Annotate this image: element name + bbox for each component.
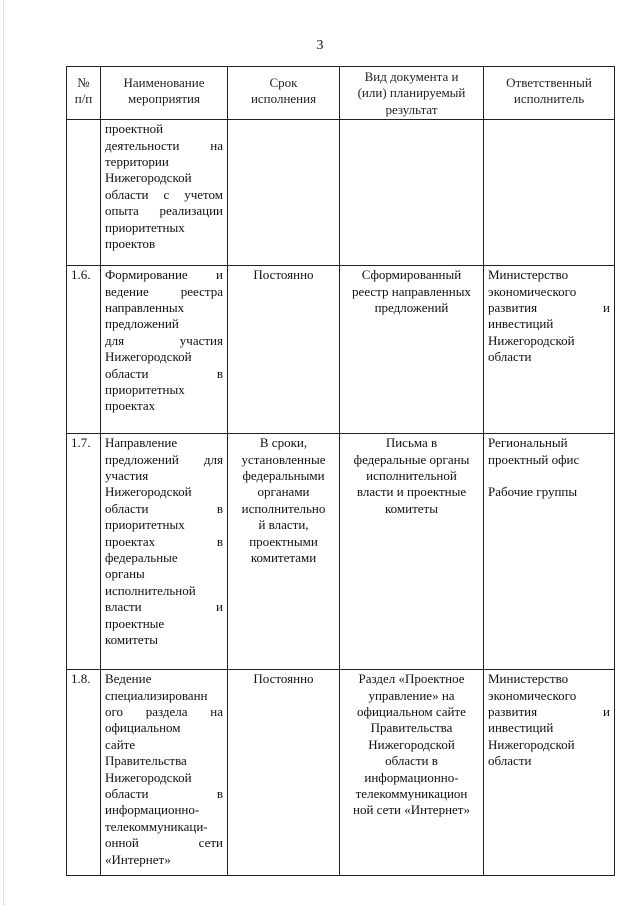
cell-line: Рабочие группы	[488, 484, 578, 500]
row-num: 1.8.	[67, 670, 101, 876]
cell-line: комитетами	[250, 550, 317, 566]
row-name	[101, 434, 228, 670]
cell-line: Наименование	[123, 75, 205, 90]
cell-line: ной сети «Интернет»	[353, 802, 470, 818]
header-result	[340, 67, 484, 120]
cell-line: «Интернет»	[105, 851, 171, 867]
cell-line: для участия	[105, 332, 223, 348]
cell-line: Министерство	[488, 671, 569, 687]
table-row	[67, 434, 615, 670]
cell-line: реестр направленных	[352, 283, 471, 299]
cell-line: сайте	[105, 736, 136, 752]
cell-line: приоритетных	[105, 517, 185, 533]
header-num	[67, 67, 101, 120]
cell-line: экономического	[488, 283, 577, 299]
row-responsible	[484, 266, 615, 434]
cell-line: Формирование и	[105, 267, 223, 283]
table-row	[67, 120, 615, 266]
cell-line: ведение реестра	[105, 283, 223, 299]
cell-line: области в	[105, 500, 223, 516]
cell-line: Нижегородской	[488, 736, 575, 752]
cell-line: деятельности на	[105, 137, 223, 153]
row-term	[228, 670, 340, 876]
cell-line: области	[488, 753, 532, 769]
cell-line: проектными	[249, 533, 318, 549]
cell-line: официальном	[105, 720, 181, 736]
row-result	[340, 120, 484, 266]
cell-line: экономического	[488, 687, 577, 703]
cell-line: результат	[385, 101, 438, 117]
cell-line: Региональный	[488, 435, 568, 451]
row-num: 1.6.	[67, 266, 101, 434]
header-responsible	[484, 67, 615, 120]
cell-line: п/п	[74, 91, 93, 107]
cell-line: предложений для	[105, 451, 223, 467]
cell-line: проектах	[105, 398, 156, 414]
cell-line: телекоммуникаци-	[105, 818, 208, 834]
cell-line: официальном сайте	[357, 704, 466, 720]
row-num: 1.7.	[67, 434, 101, 670]
cell-line: Нижегородской	[105, 170, 192, 186]
cell-line: Правительства	[370, 720, 453, 736]
cell-line: развития и	[488, 300, 610, 316]
cell-line: области	[488, 349, 532, 365]
scan-edge-dots	[3, 0, 4, 905]
cell-line: Вид документа и	[364, 69, 459, 84]
row-term	[228, 120, 340, 266]
cell-line: онной сети	[105, 835, 223, 851]
cell-line: направленных	[105, 300, 185, 316]
cell-line: развития и	[488, 704, 610, 720]
cell-line: Направление	[105, 435, 178, 451]
row-result	[340, 670, 484, 876]
cell-line: области в	[105, 365, 223, 381]
cell-line: Сформированный	[361, 267, 462, 283]
cell-line: Нижегородской	[368, 736, 455, 752]
cell-line: власти и проектные	[356, 484, 467, 500]
cell-line: ого раздела на	[105, 704, 223, 720]
cell-line: (или) планируемый	[357, 85, 466, 101]
cell-line: исполнительной	[105, 582, 196, 598]
cell-line: исполнения	[250, 91, 317, 107]
cell-line: предложений	[374, 300, 449, 316]
row-name	[101, 120, 228, 266]
cell-line: Постоянно	[253, 267, 314, 283]
cell-line	[488, 468, 610, 484]
cell-line: Постоянно	[253, 671, 314, 687]
cell-line: области в	[105, 786, 223, 802]
cell-line: инвестиций	[488, 316, 554, 332]
table-header-row	[67, 67, 615, 120]
page-number: 3	[316, 38, 324, 53]
cell-line: предложений	[105, 316, 179, 332]
row-name	[101, 670, 228, 876]
cell-line: Нижегородской	[105, 349, 192, 365]
cell-line: мероприятия	[127, 91, 200, 107]
cell-line: Нижегородской	[105, 484, 192, 500]
cell-line: исполнительной	[366, 468, 457, 484]
row-responsible	[484, 120, 615, 266]
row-term	[228, 266, 340, 434]
cell-line: проектах в	[105, 533, 223, 549]
cell-line: опыта реализации	[105, 203, 223, 219]
cell-line: Нижегородской	[105, 769, 192, 785]
table-row	[67, 670, 615, 876]
header-term	[228, 67, 340, 120]
cell-line: информационно-	[364, 769, 459, 785]
cell-line: №	[77, 75, 90, 90]
cell-line: проектный офис	[488, 451, 580, 467]
cell-line: информационно-	[105, 802, 200, 818]
table-row	[67, 266, 615, 434]
cell-line: проектов	[105, 236, 156, 252]
cell-line: установленные	[241, 451, 326, 467]
cell-line: инвестиций	[488, 720, 554, 736]
cell-line: специализированн	[105, 687, 208, 703]
cell-line: управление» на	[368, 687, 455, 703]
cell-line: Правительства	[105, 753, 187, 769]
cell-line: Срок	[269, 75, 298, 90]
cell-line: исполнитель	[513, 91, 585, 107]
cell-line: органами	[257, 484, 310, 500]
cell-line: Министерство	[488, 267, 569, 283]
row-result	[340, 266, 484, 434]
cell-line: Раздел «Проектное	[358, 671, 465, 687]
cell-line: исполнительно	[241, 500, 326, 516]
cell-line: власти и	[105, 599, 223, 615]
cell-line: комитеты	[385, 500, 438, 516]
cell-line: федеральные органы	[353, 451, 470, 467]
row-responsible	[484, 434, 615, 670]
cell-line: Ответственный	[506, 75, 592, 90]
cell-line: области в	[385, 753, 438, 769]
row-name	[101, 266, 228, 434]
cell-line: области с учетом	[105, 186, 223, 202]
cell-line: В сроки,	[259, 435, 308, 451]
events-table	[66, 66, 615, 876]
cell-line: органы	[105, 566, 145, 582]
cell-line: проектные	[105, 615, 165, 631]
cell-line: й власти,	[258, 517, 309, 533]
cell-line: федеральные	[105, 550, 178, 566]
cell-line: проектной	[105, 121, 164, 137]
cell-line: федеральными	[242, 468, 325, 484]
cell-line: Ведение	[105, 671, 152, 687]
row-num	[67, 120, 101, 266]
row-responsible	[484, 670, 615, 876]
row-term	[228, 434, 340, 670]
header-name	[101, 67, 228, 120]
cell-line: Нижегородской	[488, 332, 575, 348]
cell-line: Письма в	[385, 435, 438, 451]
cell-line: телекоммуникацион	[355, 786, 468, 802]
cell-line: участия	[105, 468, 149, 484]
row-result	[340, 434, 484, 670]
cell-line: территории	[105, 154, 169, 170]
cell-line: комитеты	[105, 632, 158, 648]
cell-line: приоритетных	[105, 219, 185, 235]
cell-line: приоритетных	[105, 382, 185, 398]
